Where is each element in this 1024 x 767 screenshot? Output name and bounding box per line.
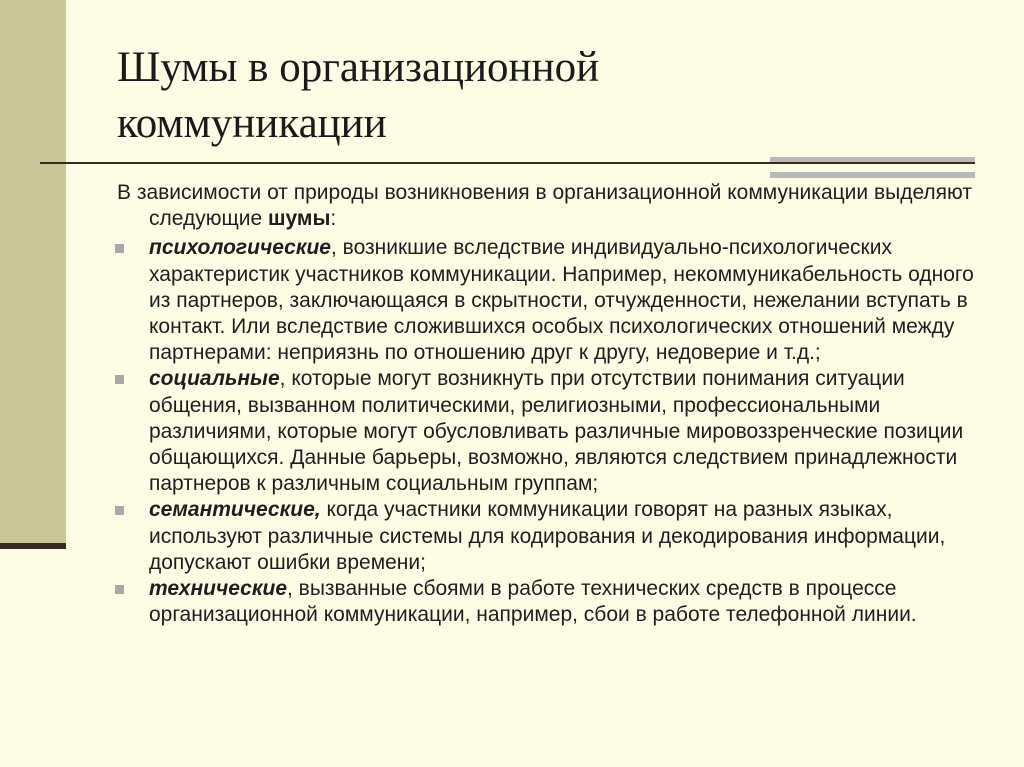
intro-text: В зависимости от природы возникновения в организационной коммуникации выделяют следующие: [117, 181, 972, 231]
item-term: социальные: [149, 367, 280, 391]
square-bullet-icon: [115, 244, 124, 253]
left-decor-bar-edge: [0, 543, 66, 549]
item-term: технические: [149, 577, 287, 601]
slide-title-line2: коммуникации: [117, 100, 387, 147]
item-comma: ,: [279, 367, 286, 391]
item-term: семантические,: [149, 498, 321, 522]
title-divider: [40, 162, 975, 164]
item-text: вызванные сбоями в работе технических средств в процессе организационной коммуникации, например, сбои в работе телефонной линии.: [149, 577, 917, 627]
item-comma: ,: [287, 577, 293, 601]
intro-paragraph: [117, 180, 977, 232]
slide-title: [117, 40, 977, 152]
list-item-social: [117, 366, 977, 497]
left-decor-bar: [0, 0, 66, 548]
slide-body: [117, 180, 977, 628]
square-bullet-icon: [115, 375, 124, 384]
intro-tail: :: [330, 207, 337, 231]
intro-bold-term: шумы: [268, 207, 331, 231]
list-item-technical: [117, 576, 977, 628]
item-text: которые могут возникнуть при отсутствии понимания ситуации общения, вызванном политическими, религиозными, профессиональными различиями, которые могут обусловливать различные мировоззренческие позиции общающихся. Данные барьеры, возможно, являются следствием принадлежности партнеров к различным социальным группам;: [149, 367, 964, 496]
slide-title-line1: Шумы в организационной: [117, 44, 600, 91]
item-text: когда участники коммуникации говорят на разных языках, используют различные системы для кодирования и декодирования информации, допускают ошибки времени;: [149, 498, 946, 574]
item-comma: ,: [330, 236, 337, 260]
square-bullet-icon: [115, 585, 124, 594]
list-item-semantic: [117, 497, 977, 576]
title-divider-accent-bottom: [770, 172, 975, 178]
title-divider-accent-top: [770, 157, 975, 162]
list-item-psychological: [117, 235, 977, 366]
item-text: возникшие вследствие индивидуально-психологических характеристик участников коммуникации. Например, некоммуникабельность одного из партнеров, заключающаяся в скрытности, отчужденности, нежелании вступать в контакт. Или вследствие сложившихся особых психологических отношений между партнерами: неприязнь по отношению друг к другу, недоверие и т.д.;: [149, 236, 974, 365]
square-bullet-icon: [115, 506, 124, 515]
item-term: психологические: [149, 236, 331, 260]
